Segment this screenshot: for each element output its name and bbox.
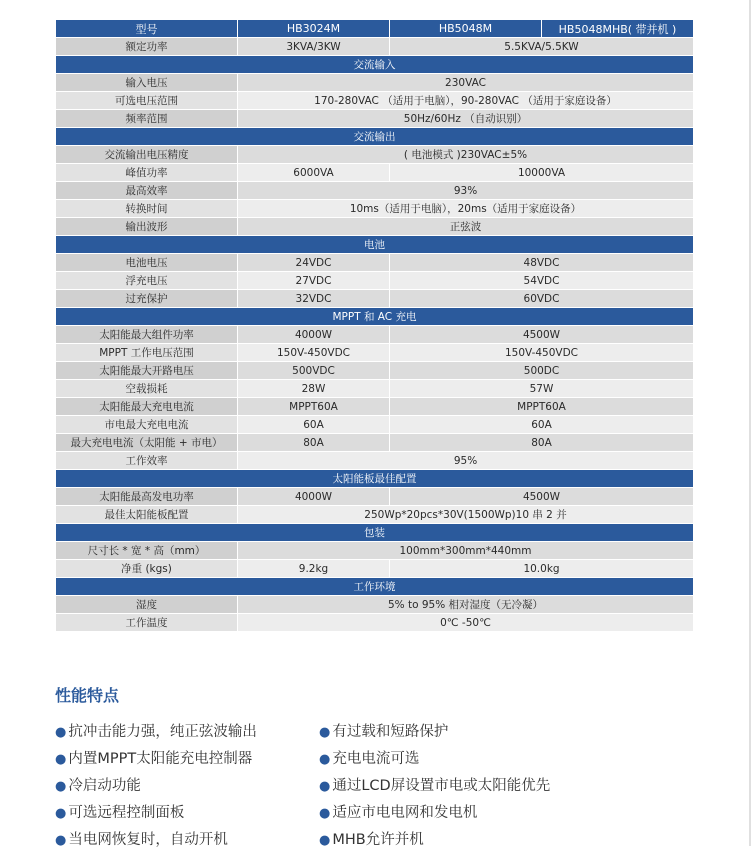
row-value: 4000W (238, 326, 390, 344)
feature-item (319, 719, 619, 746)
row-value: 500VDC (238, 362, 390, 380)
feature-text: 适应市电电网和发电机 (332, 805, 478, 821)
feature-text: 通过LCD屏设置市电或太阳能优先 (332, 778, 551, 794)
row-label: 市电最大充电电流 (56, 416, 238, 434)
row-value: 6000VA (238, 164, 390, 182)
row-value: 正弦波 (238, 218, 694, 236)
row-label: 最高效率 (56, 182, 238, 200)
section-title: 包装 (56, 524, 694, 542)
row-value: 4000W (238, 488, 390, 506)
table-row (56, 92, 694, 110)
row-value: 60A (390, 416, 694, 434)
table-row (56, 290, 694, 308)
table-row (56, 218, 694, 236)
section-header-row (56, 524, 694, 542)
bullet-icon: ● (55, 833, 67, 848)
row-value: 24VDC (238, 254, 390, 272)
table-row (56, 326, 694, 344)
row-value: 10ms（适用于电脑），20ms（适用于家庭设备） (238, 200, 694, 218)
row-value: ( 电池模式 )230VAC±5% (238, 146, 694, 164)
header-model-label: 型号 (56, 20, 238, 38)
feature-text: 有过载和短路保护 (332, 724, 449, 740)
table-row (56, 254, 694, 272)
table-row (56, 614, 694, 632)
row-label: 尺寸长 * 宽 * 高（mm） (56, 542, 238, 560)
table-row (56, 344, 694, 362)
feature-text: 内置MPPT太阳能充电控制器 (68, 751, 253, 767)
feature-text: 冷启动功能 (68, 778, 141, 794)
row-label: 频率范围 (56, 110, 238, 128)
table-row (56, 110, 694, 128)
feature-item (55, 746, 319, 773)
feature-item (55, 773, 319, 800)
section-title: 太阳能板最佳配置 (56, 470, 694, 488)
row-label: 输出波形 (56, 218, 238, 236)
row-label: 工作温度 (56, 614, 238, 632)
row-value: 60VDC (390, 290, 694, 308)
section-title: 交流输入 (56, 56, 694, 74)
spec-table (55, 19, 694, 632)
row-label: 太阳能最大开路电压 (56, 362, 238, 380)
row-value: 9.2kg (238, 560, 390, 578)
bullet-icon: ● (55, 752, 67, 767)
row-value: 54VDC (390, 272, 694, 290)
row-value: 60A (238, 416, 390, 434)
row-value: 50Hz/60Hz （自动识别） (238, 110, 694, 128)
row-value: 10.0kg (390, 560, 694, 578)
row-label: 太阳能最大组件功率 (56, 326, 238, 344)
section-header-row (56, 128, 694, 146)
table-row (56, 560, 694, 578)
header-hb5048m: HB5048M (390, 20, 542, 38)
table-row (56, 164, 694, 182)
section-title: 交流输出 (56, 128, 694, 146)
row-label: MPPT 工作电压范围 (56, 344, 238, 362)
feature-item (55, 719, 319, 746)
feature-text: 充电电流可选 (332, 751, 420, 767)
table-row (56, 434, 694, 452)
row-label: 电池电压 (56, 254, 238, 272)
row-value: 4500W (390, 326, 694, 344)
row-value: 150V-450VDC (238, 344, 390, 362)
row-label: 净重 (kgs) (56, 560, 238, 578)
table-row (56, 362, 694, 380)
row-label: 太阳能最大充电电流 (56, 398, 238, 416)
section-header-row (56, 578, 694, 596)
bullet-icon: ● (319, 725, 331, 740)
table-row (56, 146, 694, 164)
row-value: 500DC (390, 362, 694, 380)
row-value: 28W (238, 380, 390, 398)
row-value: 150V-450VDC (390, 344, 694, 362)
table-header-row (56, 20, 694, 38)
section-title: 工作环境 (56, 578, 694, 596)
table-row (56, 542, 694, 560)
row-value: 57W (390, 380, 694, 398)
feature-text: 可选远程控制面板 (68, 805, 185, 821)
row-value: 5.5KVA/5.5KW (390, 38, 694, 56)
header-hb3024m: HB3024M (238, 20, 390, 38)
row-value: 250Wp*20pcs*30V(1500Wp)10 串 2 并 (238, 506, 694, 524)
table-row (56, 398, 694, 416)
section-header-row (56, 470, 694, 488)
bullet-icon: ● (319, 752, 331, 767)
row-label: 可选电压范围 (56, 92, 238, 110)
table-row (56, 272, 694, 290)
row-value: 10000VA (390, 164, 694, 182)
row-value: MPPT60A (238, 398, 390, 416)
bullet-icon: ● (55, 779, 67, 794)
row-value: 5% to 95% 相对湿度（无冷凝） (238, 596, 694, 614)
row-value: 4500W (390, 488, 694, 506)
row-label: 湿度 (56, 596, 238, 614)
feature-item (319, 746, 619, 773)
section-title: 电池 (56, 236, 694, 254)
section-title: MPPT 和 AC 充电 (56, 308, 694, 326)
row-value: 0℃ -50℃ (238, 614, 694, 632)
row-label: 额定功率 (56, 38, 238, 56)
row-value: 230VAC (238, 74, 694, 92)
row-value: 100mm*300mm*440mm (238, 542, 694, 560)
row-label: 最大充电电流（太阳能 + 市电） (56, 434, 238, 452)
row-label: 输入电压 (56, 74, 238, 92)
row-value: 95% (238, 452, 694, 470)
row-label: 浮充电压 (56, 272, 238, 290)
table-row (56, 506, 694, 524)
row-label: 最佳太阳能板配置 (56, 506, 238, 524)
row-value: 80A (238, 434, 390, 452)
table-row (56, 182, 694, 200)
section-header-row (56, 308, 694, 326)
feature-item (55, 827, 319, 854)
row-value: 80A (390, 434, 694, 452)
table-row (56, 452, 694, 470)
table-row (56, 74, 694, 92)
row-label: 转换时间 (56, 200, 238, 218)
row-label: 空载损耗 (56, 380, 238, 398)
table-row (56, 596, 694, 614)
table-row (56, 200, 694, 218)
row-value: 170-280VAC （适用于电脑），90-280VAC （适用于家庭设备） (238, 92, 694, 110)
row-label: 交流输出电压精度 (56, 146, 238, 164)
table-row (56, 416, 694, 434)
table-row (56, 38, 694, 56)
row-value: 3KVA/3KW (238, 38, 390, 56)
spec-table-body (56, 20, 694, 632)
section-header-row (56, 236, 694, 254)
section-header-row (56, 56, 694, 74)
row-value: 32VDC (238, 290, 390, 308)
row-label: 过充保护 (56, 290, 238, 308)
row-label: 工作效率 (56, 452, 238, 470)
features-list (55, 719, 655, 854)
table-row (56, 380, 694, 398)
features-title: 性能特点 (55, 686, 120, 705)
bullet-icon: ● (319, 833, 331, 848)
feature-text: 当电网恢复时，自动开机 (68, 832, 228, 848)
feature-text: 抗冲击能力强，纯正弦波输出 (68, 724, 257, 740)
bullet-icon: ● (55, 806, 67, 821)
row-label: 太阳能最高发电功率 (56, 488, 238, 506)
header-hb5048mhb: HB5048MHB( 带并机 ) (542, 20, 694, 38)
bullet-icon: ● (55, 725, 67, 740)
row-label: 峰值功率 (56, 164, 238, 182)
row-value: 93% (238, 182, 694, 200)
bullet-icon: ● (319, 806, 331, 821)
row-value: MPPT60A (390, 398, 694, 416)
bullet-icon: ● (319, 779, 331, 794)
feature-text: MHB允许并机 (332, 832, 424, 848)
feature-item (319, 773, 619, 800)
feature-item (319, 800, 619, 827)
row-value: 48VDC (390, 254, 694, 272)
feature-item (55, 800, 319, 827)
table-row (56, 488, 694, 506)
row-value: 27VDC (238, 272, 390, 290)
feature-item (319, 827, 619, 854)
